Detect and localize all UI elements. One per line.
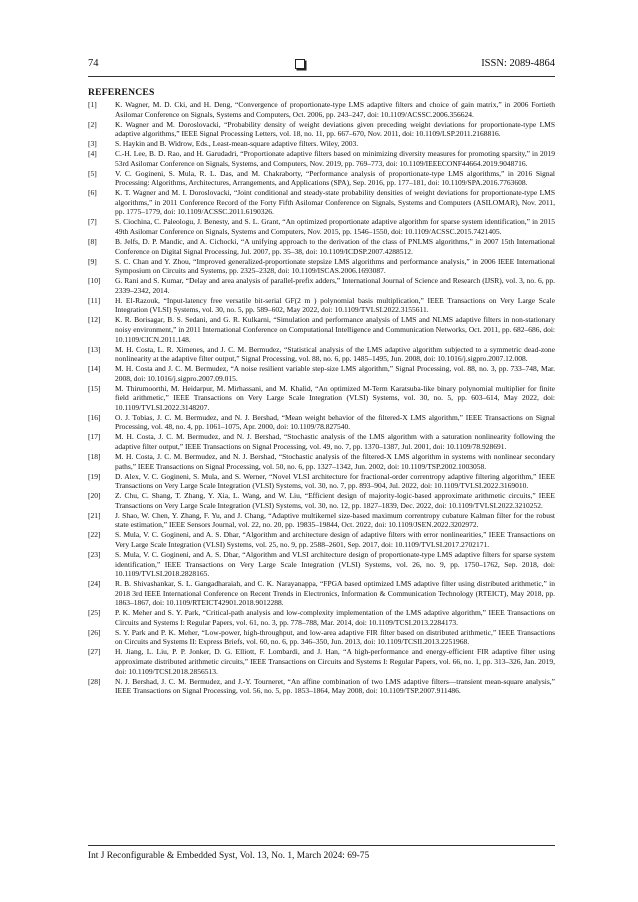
reference-text: O. J. Tobias, J. C. M. Bermudez, and N. J. Bershad, “Mean weight behavior of the filtered-X LMS algorithm,” IEEE Transactions on Signal Processing, vol. 48, no. 4, pp. 1061–1075, Apr. 2000, doi: 10.1109/78.827540. [115,412,555,432]
journal-footer: Int J Reconfigurable & Embedded Syst, Vol. 13, No. 1, March 2024: 69-75 [88,851,370,861]
reference-item [88,188,555,217]
reference-item [88,432,555,451]
reference-item [88,276,555,295]
issn-label: ISSN: 2089-4864 [481,58,555,69]
reference-item [88,472,555,491]
reference-item [88,100,555,119]
reference-number: [21] [88,510,101,520]
reference-item [88,579,555,608]
reference-item [88,677,555,696]
square-bullet-icon [295,59,305,69]
reference-item [88,413,555,432]
references-heading: REFERENCES [88,87,155,98]
reference-item [88,120,555,139]
reference-item [88,550,555,579]
references-list [88,100,555,696]
reference-number: [23] [88,549,101,559]
reference-text: R. B. Shivashankar, S. L. Gangadharaiah, and C. K. Narayanappa, “FPGA based optimized LMS adaptive filter using distributed arithmetic,” in 2018 3rd IEEE International Conference on Recent Trends in Electronics, Information & Communication Technology (RTEICT), May 2018, pp. 1863–1867, doi: 10.1109/RTEICT42901.2018.9012288. [115,579,555,608]
reference-text: S. C. Chan and Y. Zhou, “Improved generalized-proportionate stepsize LMS algorithms and performance analysis,” in 2006 IEEE International Symposium on Circuits and Systems, pp. 2325–2328, doi: 10.1109/ISCAS.2006.1693087. [115,256,555,276]
reference-text: K. Wagner, M. D. Cki, and H. Deng, “Convergence of proportionate-type LMS adaptive filters and choice of gain matrix,” in 2006 Fortieth Asilomar Conference on Signals, Systems and Computers, Oct. 2006, pp. 243–247, doi: 10.1109/ACSSC.2006.356624. [115,100,555,119]
reference-item [88,345,555,364]
reference-text: K. R. Borisagar, B. S. Sedani, and G. R. Kulkarni, “Simulation and performance analysis of LMS and NLMS adaptive filters in non-stationary noisy environment,” in 2011 International Conference on Computational Intelligence and Communication Networks, Oct. 2011, pp. 682–686, doi: 10.1109/CICN.2011.148. [115,315,555,344]
reference-number: [26] [88,627,101,637]
reference-item [88,315,555,344]
reference-item [88,384,555,413]
reference-text: M. H. Costa, L. R. Ximenes, and J. C. M. Bermudez, “Statistical analysis of the LMS adaptive algorithm subjected to a symmetric dead-zone nonlinearity at the adaptive filter output,” Signal Processing, vol. 88, no. 6, pp. 1485–1495, Jun. 2008, doi: 10.1016/j.sigpro.2007.12.008. [115,344,555,364]
reference-number: [22] [88,530,101,540]
reference-text: G. Rani and S. Kumar, “Delay and area analysis of parallel-prefix adders,” International Journal of Science and Research (IJSR), vol. 3, no. 6, pp. 2339–2342, 2014. [115,276,555,295]
reference-item [88,530,555,549]
reference-text: P. K. Meher and S. Y. Park, “Critical-path analysis and low-complexity implementation of the LMS adaptive algorithm,” IEEE Transactions on Circuits and Systems I: Regular Papers, vol. 61, no. 3, pp. 778–788, Mar. 2014, doi: 10.1109/TCSI.2013.2284173. [115,608,555,627]
reference-item [88,169,555,188]
reference-text: S. Mula, V. C. Gogineni, and A. S. Dhar, “Algorithm and architecture design of adaptive filters with error nonlinearities,” IEEE Transactions on Very Large Scale Integration (VLSI) Systems, vol. 25, no. 9, pp. 2588–2601, Sep. 2017, doi: 10.1109/TVLSI.2017.2702171. [115,530,555,549]
reference-text: M. H. Costa, J. C. M. Bermudez, and N. J. Bershad, “Stochastic analysis of the filtered-X LMS algorithm in systems with nonlinear secondary paths,” IEEE Transactions on Signal Processing, vol. 50, no. 6, pp. 1327–1342, Jun. 2002, doi: 10.1109/TSP.2002.1003058. [115,452,555,471]
reference-text: B. Jelfs, D. P. Mandic, and A. Cichocki, “A unifying approach to the derivation of the class of PNLMS algorithms,” in 2007 15th International Conference on Digital Signal Processing, Jul. 2007, pp. 35–38, doi: 10.1109/ICDSP.2007.4288512. [115,237,555,256]
reference-number: [13] [88,344,101,354]
reference-text: J. Shao, W. Chen, Y. Zhang, F. Yu, and J. Chang, “Adaptive multikernel size-based maximum correntropy cubature Kalman filter for the robust state estimation,” IEEE Sensors Journal, vol. 22, no. 20, pp. 19835–19844, Oct. 2022, doi: 10.1109/JSEN.2022.3202972. [115,510,555,530]
reference-number: [3] [88,139,97,149]
reference-text: S. Ciochina, C. Paleologu, J. Benesty, and S. L. Grant, “An optimized proportionate adaptive algorithm for sparse system identification,” in 2015 49th Asilomar Conference on Signals, Systems and Computers, Nov. 2015, pp. 1546–1550, doi: 10.1109/ACSSC.2015.7421405. [115,217,555,237]
reference-number: [28] [88,676,101,686]
reference-item [88,296,555,315]
reference-item [88,237,555,256]
reference-item [88,628,555,647]
reference-number: [8] [88,237,97,247]
reference-number: [2] [88,119,97,129]
reference-number: [17] [88,432,101,442]
reference-item [88,149,555,168]
reference-text: M. Thirumoorthi, M. Heidarpur, M. Mirhassani, and M. Khalid, “An optimized M-Term Karatsuba-like binary polynomial multiplier for finite field arithmetic,” IEEE Transactions on Very Large Scale Integration (VLSI) Systems, vol. 30, no. 5, pp. 603–614, May 2022, doi: 10.1109/TVLSI.2022.3148207. [115,383,555,412]
reference-number: [12] [88,315,101,325]
reference-text: H. El-Razouk, “Input-latency free versatile bit-serial GF(2 m ) polynomial basis multiplication,” IEEE Transactions on Very Large Scale Integration (VLSI) Systems, vol. 30, no. 5, pp. 589–602, May 2022, doi: 10.1109/TVLSI.2022.3155611. [115,295,555,315]
reference-number: [27] [88,647,101,657]
reference-item [88,608,555,627]
reference-text: M. H. Costa and J. C. M. Bermudez, “A noise resilient variable step-size LMS algorithm,” Signal Processing, vol. 88, no. 3, pp. 733–748, Mar. 2008, doi: 10.1016/j.sigpro.2007.09.015. [115,364,555,383]
reference-number: [6] [88,188,97,198]
reference-item [88,647,555,676]
reference-text: N. J. Bershad, J. C. M. Bermudez, and J.-Y. Tourneret, “An affine combination of two LMS adaptive filters—transient mean-square analysis,” IEEE Transactions on Signal Processing, vol. 56, no. 5, pp. 1853–1864, May 2008, doi: 10.1109/TSP.2007.911486. [115,676,555,696]
reference-item [88,257,555,276]
page-header [88,58,555,74]
page-number: 74 [88,58,99,69]
reference-number: [10] [88,276,101,286]
reference-number: [9] [88,256,97,266]
reference-number: [7] [88,217,97,227]
header-rule [88,76,555,77]
reference-number: [4] [88,149,97,159]
reference-number: [19] [88,471,101,481]
reference-item [88,511,555,530]
reference-text: H. Jiang, L. Liu, P. P. Jonker, D. G. Elliott, F. Lombardi, and J. Han, “A high-performance and energy-efficient FIR adaptive filter using approximate distributed arithmetic circuits,” IEEE Transactions on Circuits and Systems I: Regular Papers, vol. 66, no. 1, pp. 313–326, Jan. 2019, doi: 10.1109/TCSI.2018.2856513. [115,647,555,676]
reference-number: [20] [88,491,101,501]
reference-number: [15] [88,383,101,393]
reference-number: [16] [88,412,101,422]
reference-text: Z. Chu, C. Shang, T. Zhang, Y. Xia, L. Wang, and W. Liu, “Efficient design of majority-logic-based approximate arithmetic circuits,” IEEE Transactions on Very Large Scale Integration (VLSI) Systems, vol. 30, no. 12, pp. 1827–1839, Dec. 2022, doi: 10.1109/TVLSI.2022.3210252. [115,491,555,510]
reference-number: [18] [88,452,101,462]
reference-number: [24] [88,579,101,589]
reference-number: [14] [88,364,101,374]
reference-text: S. Haykin and B. Widrow, Eds., Least-mean-square adaptive filters. Wiley, 2003. [115,139,359,149]
reference-number: [5] [88,168,97,178]
reference-text: D. Alex, V. C. Gogineni, S. Mula, and S. Werner, “Novel VLSI architecture for fractional-order correntropy adaptive filtering algorithm,” IEEE Transactions on Very Large Scale Integration (VLSI) Systems, vol. 30, no. 7, pp. 893–904, Jul. 2022, doi: 10.1109/TVLSI.2022.3169010. [115,471,555,491]
reference-text: V. C. Gogineni, S. Mula, R. L. Das, and M. Chakraborty, “Performance analysis of proportionate-type LMS algorithms,” in 2016 Signal Processing: Algorithms, Architectures, Arrangements, and Applications (SPA), Sep. 2016, pp. 177–181, doi: 10.1109/SPA.2016.7763608. [115,168,555,188]
reference-text: K. Wagner and M. Doroslovacki, “Probability density of weight deviations given preceding weight deviations for proportionate-type LMS adaptive algorithms,” IEEE Signal Processing Letters, vol. 18, no. 11, pp. 667–670, Nov. 2011, doi: 10.1109/LSP.2011.2168816. [115,119,555,139]
reference-item [88,491,555,510]
reference-item [88,139,555,149]
reference-text: S. Y. Park and P. K. Meher, “Low-power, high-throughput, and low-area adaptive FIR filter based on distributed arithmetic,” IEEE Transactions on Circuits and Systems II: Express Briefs, vol. 60, no. 6, pp. 346–350, Jun. 2013, doi: 10.1109/TCSII.2013.2251968. [115,627,555,647]
reference-number: [25] [88,608,101,618]
footer-rule [88,845,555,846]
reference-item [88,452,555,471]
reference-text: C.-H. Lee, B. D. Rao, and H. Garudadri, “Proportionate adaptive filters based on minimizing diversity measures for promoting sparsity,” in 2019 53rd Asilomar Conference on Signals, Systems, and Computers, Nov. 2019, pp. 769–773, doi: 10.1109/IEEECONF44664.2019.9048716. [115,149,555,168]
reference-text: S. Mula, V. C. Gogineni, and A. S. Dhar, “Algorithm and VLSI architecture design of proportionate-type LMS adaptive filters for sparse system identification,” IEEE Transactions on Very Large Scale Integration (VLSI) Systems, vol. 26, no. 9, pp. 1750–1762, Sep. 2018, doi: 10.1109/TVLSI.2018.2828165. [115,549,555,579]
reference-text: M. H. Costa, J. C. M. Bermudez, and N. J. Bershad, “Stochastic analysis of the LMS algorithm with a saturation nonlinearity following the adaptive filter output,” IEEE Transactions on Signal Processing, vol. 49, no. 7, pp. 1370–1387, Jul. 2001, doi: 10.1109/78.928691. [115,432,555,452]
reference-item [88,364,555,383]
reference-number: [1] [88,100,97,109]
reference-text: K. T. Wagner and M. I. Doroslovacki, “Joint conditional and steady-state probability densities of weight deviations for proportionate-type LMS algorithms,” in 2011 Conference Record of the Forty Fifth Asilomar Conference on Signals, Systems and Computers (ASILOMAR), Nov. 2011, pp. 1775–1779, doi: 10.1109/ACSSC.2011.6190326. [115,188,555,217]
reference-item [88,217,555,236]
reference-number: [11] [88,295,101,305]
